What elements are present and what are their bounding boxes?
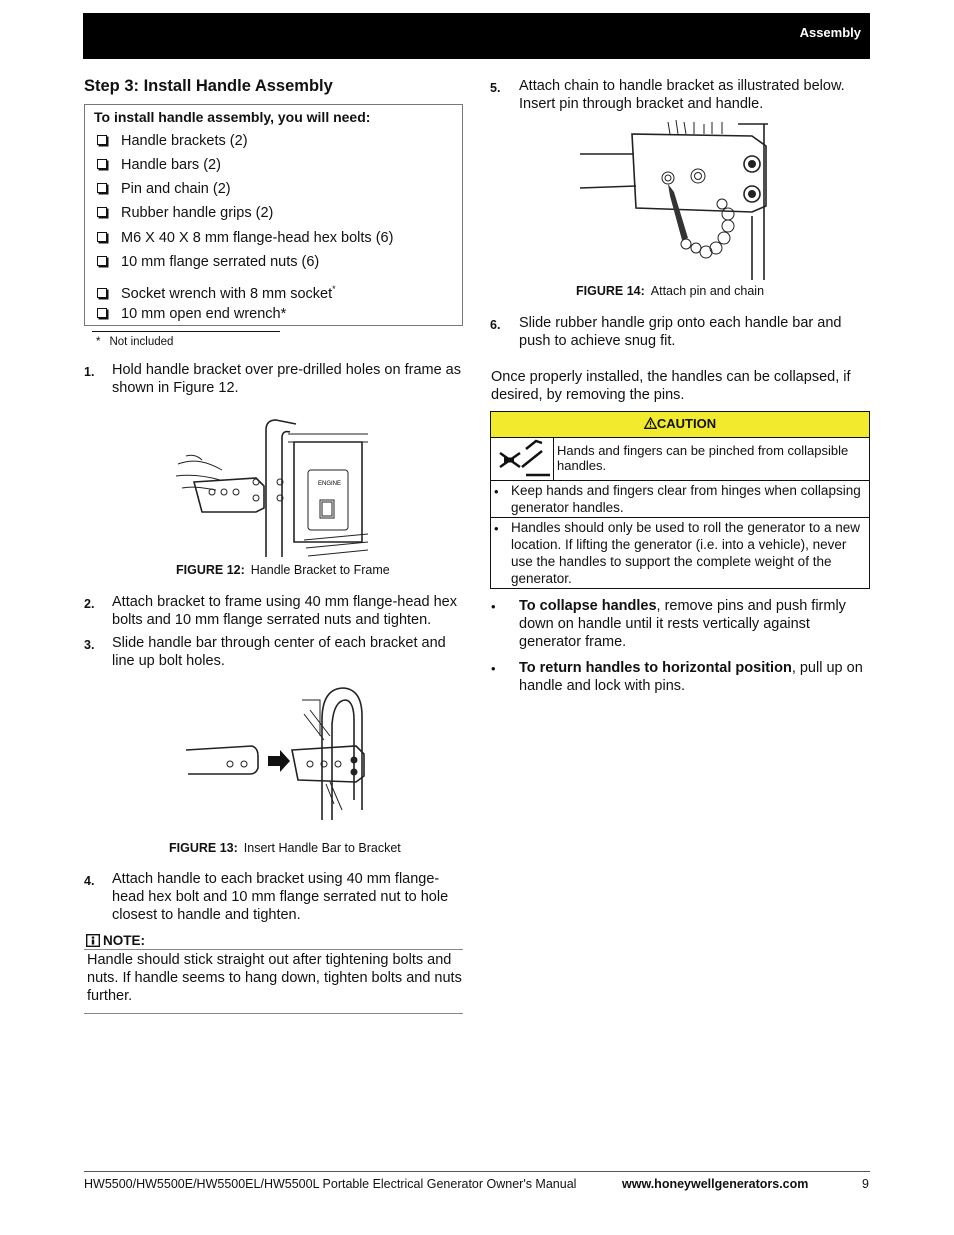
step-number: 5. [490,81,501,95]
requirement-item: M6 X 40 X 8 mm flange-head hex bolts (6) [97,229,393,247]
step-text: Slide handle bar through center of each bracket and line up bolt holes. [112,635,446,669]
note-heading: NOTE: [86,932,145,950]
requirements-heading: To install handle assembly, you will need: [94,109,371,125]
figure-14-caption: FIGURE 14: Attach pin and chain [576,284,765,298]
checkbox-icon [97,183,107,193]
note-text: Handle should stick straight out after tightening bolts and nuts. If handle seems to hang down, tighten bolts and nuts further. [87,952,462,1004]
caution-bullet-text: Handles should only be used to roll the generator to a new location. If lifting the generator (i.e. into a vehicle), never use the handles to support the complete weight of the generator. [511,520,860,586]
note-divider-bottom [84,1013,463,1014]
engine-label: ENGINE [318,481,342,487]
checkbox-icon [97,207,107,217]
step-number: 4. [84,874,95,888]
step-number: 1. [84,365,95,379]
return-instruction: To return handles to horizontal position, pull up on handle and lock with pins. [519,660,863,694]
checkbox-icon [97,308,107,318]
note-divider-top [84,949,463,950]
figure-13-caption: FIGURE 13: Insert Handle Bar to Bracket [169,841,401,855]
caution-box [490,411,870,589]
checkbox-icon [97,256,107,266]
caution-bullet-row: • Keep hands and fingers clear from hinges when collapsing generator handles. [491,481,869,518]
step-number: 2. [84,597,95,611]
figure-13-illustration [184,680,368,822]
figure-14-illustration [576,120,774,280]
step-text: Attach bracket to frame using 40 mm flange-head hex bolts and 10 mm flange serrated nuts and tighten. [112,594,457,628]
bullet-icon: • [491,599,496,614]
footer-website-link[interactable]: www.honeywellgenerators.com [622,1177,809,1191]
checkbox-icon [97,232,107,242]
requirement-item: Rubber handle grips (2) [97,204,273,222]
caution-bullet-row: • Handles should only be used to roll the generator to a new location. If lifting the generator (i.e. into a vehicle), never use the handles to support the complete weight of the generator. [491,518,869,588]
requirements-box [84,104,463,326]
collapse-instruction: To collapse handles, remove pins and push firmly down on handle until it rests vertically against generator frame. [519,598,846,650]
step-number: 6. [490,318,501,332]
figure-12-caption: FIGURE 12: Handle Bracket to Frame [176,563,390,577]
footer-manual-title: HW5500/HW5500E/HW5500EL/HW5500L Portable Electrical Generator Owner's Manual [84,1177,577,1191]
step-title: Step 3: Install Handle Assembly [84,77,333,95]
footer-divider [84,1171,870,1172]
section-title: Assembly [799,25,861,40]
footnote: * Not included [96,336,174,348]
requirement-item: 10 mm open end wrench* [97,305,286,323]
note-info-icon [86,934,100,947]
requirement-item: 10 mm flange serrated nuts (6) [97,253,319,271]
checkbox-icon [97,135,107,145]
section-header-bar [83,13,870,59]
caution-pinch-row [491,438,869,481]
footnote-marker: * [332,284,336,294]
collapse-intro-text: Once properly installed, the handles can be collapsed, if desired, by removing the pins. [491,369,851,403]
figure-12-illustration [172,412,372,560]
requirement-item: Pin and chain (2) [97,180,231,198]
step-number: 3. [84,638,95,652]
checkbox-icon [97,159,107,169]
step-text: Attach chain to handle bracket as illustrated below. Insert pin through bracket and handle. [519,78,845,112]
caution-pinch-text: Hands and fingers can be pinched from collapsible handles. [557,443,849,473]
requirement-item: Handle brackets (2) [97,132,248,150]
warning-triangle-icon [644,417,657,429]
requirement-item: Handle bars (2) [97,156,221,174]
step-text: Slide rubber handle grip onto each handle bar and push to achieve snug fit. [519,315,842,349]
step-text: Attach handle to each bracket using 40 mm flange-head hex bolt and 10 mm flange serrated nut to hole closest to handle and tighten. [112,871,449,923]
pinch-hazard-icon [491,438,554,480]
footnote-divider [92,331,280,332]
caution-heading: CAUTION [491,412,869,438]
bullet-icon: • [491,661,496,676]
page-number: 9 [862,1177,869,1191]
requirement-item: Socket wrench with 8 mm socket* [97,280,336,303]
checkbox-icon [97,288,107,298]
step-text: Hold handle bracket over pre-drilled holes on frame as shown in Figure 12. [112,362,461,396]
caution-bullet-text: Keep hands and fingers clear from hinges when collapsing generator handles. [511,483,861,515]
